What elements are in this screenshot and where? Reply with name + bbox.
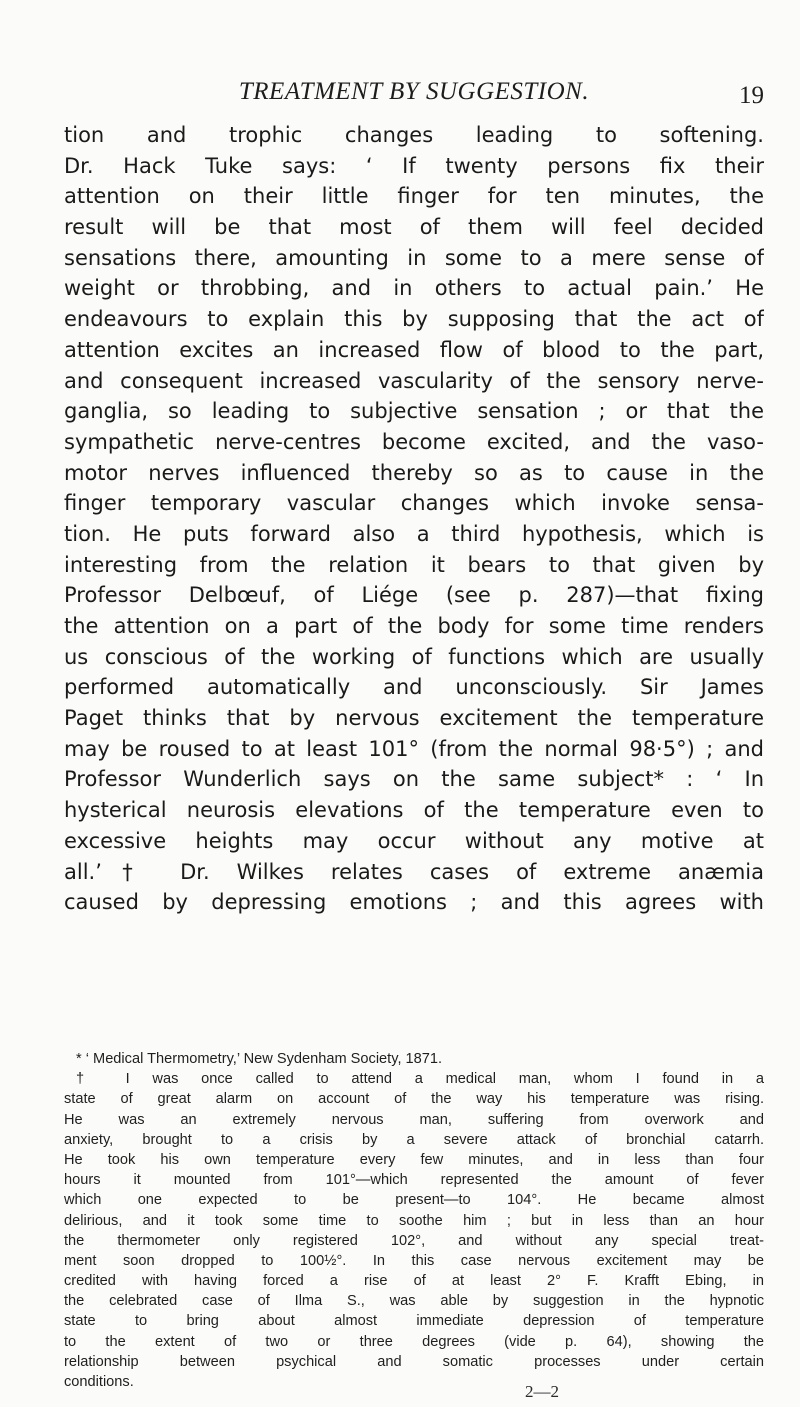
body-line: the attention on a part of the body for some time renders — [64, 614, 764, 638]
body-line: interesting from the relation it bears to that given by — [64, 552, 764, 577]
running-title: TREATMENT BY SUGGESTION. — [238, 78, 590, 105]
body-line: weight or throbbing, and in others to actual pain.’ He — [64, 276, 764, 301]
signature-mark: 2—2 — [525, 1382, 559, 1401]
footnote-line: conditions. — [64, 1374, 134, 1390]
footnote-line: relationship between psychical and somatic processes under certain — [64, 1353, 764, 1370]
footnote-line: * ‘ Medical Thermometry,’ New Sydenham Society, 1871. — [76, 1051, 443, 1067]
body-line: performed automatically and unconsciously. Sir James — [64, 675, 764, 700]
footnote-line: state to bring about almost immediate depression of temperature — [64, 1313, 764, 1330]
body-line: caused by depressing emotions ; and this agrees with — [64, 890, 764, 915]
body-line: all.’† Dr. Wilkes relates cases of extreme anæmia — [64, 859, 764, 884]
body-line: tion and trophic changes leading to softening. — [64, 123, 764, 147]
footnote-line: He took his own temperature every few minutes, and in less than four — [64, 1151, 764, 1168]
body-line: hysterical neurosis elevations of the temperature even to — [64, 798, 764, 823]
body-line: attention on their little finger for ten minutes, the — [64, 184, 764, 209]
body-line: endeavours to explain this by supposing that the act of — [64, 307, 764, 332]
body-line: sympathetic nerve-centres become excited, and the vaso- — [64, 429, 764, 454]
body-text — [64, 120, 764, 918]
body-line: finger temporary vascular changes which invoke sensa- — [64, 491, 764, 516]
body-line: result will be that most of them will feel decided — [64, 215, 764, 240]
body-line: sensations there, amounting in some to a mere sense of — [64, 245, 764, 270]
body-line: ganglia, so leading to subjective sensation ; or that the — [64, 399, 764, 424]
footnotes — [64, 1049, 764, 1392]
body-line: us conscious of the working of functions which are usually — [64, 644, 764, 669]
page-number: 19 — [739, 82, 764, 109]
footnote-line: He was an extremely nervous man, suffering from overwork and — [64, 1111, 764, 1128]
body-line: and consequent increased vascularity of the sensory nerve- — [64, 368, 764, 393]
footnote-line: the thermometer only registered 102°, and without any special treat- — [64, 1232, 764, 1249]
body-line: motor nerves influenced thereby so as to cause in the — [64, 460, 764, 485]
footnote-line: ment soon dropped to 100½°. In this case nervous excitement may be — [64, 1252, 764, 1269]
body-line: Professor Wunderlich says on the same subject* : ‘ In — [64, 767, 764, 792]
footnote-line: anxiety, brought to a crisis by a severe attack of bronchial catarrh. — [64, 1131, 764, 1148]
footnote-line: † I was once called to attend a medical man, whom I found in a — [76, 1071, 764, 1088]
footnote-line: state of great alarm on account of the way his temperature was rising. — [64, 1091, 764, 1108]
body-line: attention excites an increased flow of blood to the part, — [64, 337, 764, 362]
body-line: may be roused to at least 101° (from the normal 98·5°) ; and — [64, 736, 764, 761]
footnote-line: which one expected to be present—to 104°. He became almost — [64, 1192, 764, 1209]
footnote-line: the celebrated case of Ilma S., was able by suggestion in the hypnotic — [64, 1293, 764, 1310]
body-line: excessive heights may occur without any motive at — [64, 828, 764, 853]
footnote-line: to the extent of two or three degrees (vide p. 64), showing the — [64, 1333, 764, 1350]
footnote-line: credited with having forced a rise of at least 2° F. Krafft Ebing, in — [64, 1273, 764, 1290]
body-line: Professor Delbœuf, of Liége (see p. 287)—that fixing — [64, 583, 764, 608]
body-line: Paget thinks that by nervous excitement the temperature — [64, 706, 764, 731]
body-line: Dr. Hack Tuke says: ‘ If twenty persons fix their — [64, 153, 764, 178]
body-line: tion. He puts forward also a third hypothesis, which is — [64, 521, 764, 546]
footnote-line: delirious, and it took some time to soothe him ; but in less than an hour — [64, 1212, 764, 1229]
running-head — [64, 78, 764, 112]
footnote-line: hours it mounted from 101°—which represented the amount of fever — [64, 1172, 764, 1189]
